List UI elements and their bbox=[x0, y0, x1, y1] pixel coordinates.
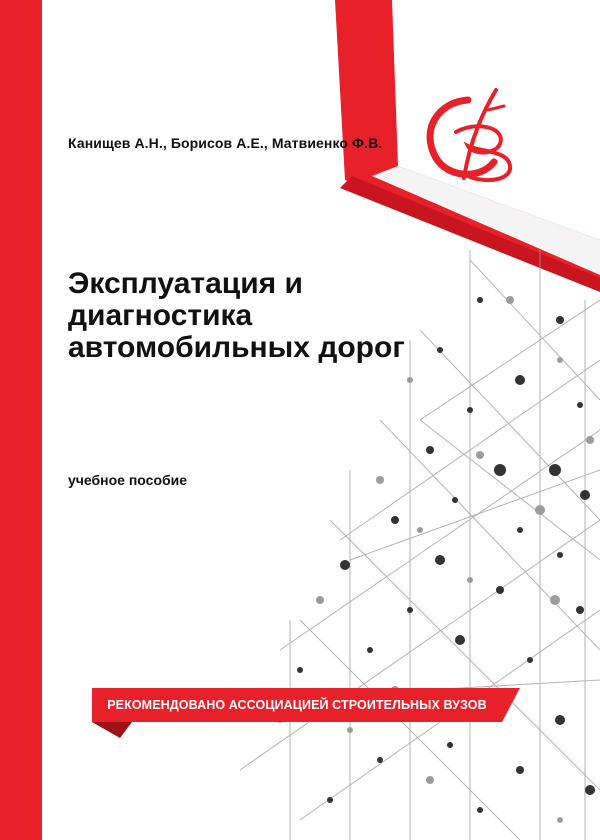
recommendation-banner bbox=[92, 688, 520, 722]
authors: Канищев А.Н., Борисов А.Е., Матвиенко Ф.В. bbox=[68, 135, 383, 151]
publisher-logo-icon bbox=[408, 80, 523, 195]
title-line: Эксплуатация и bbox=[68, 267, 303, 300]
banner-text: РЕКОМЕНДОВАНО АССОЦИАЦИЕЙ СТРОИТЕЛЬНЫХ ВУЗОВ bbox=[107, 698, 487, 712]
book-title bbox=[68, 268, 428, 364]
book-subtitle: учебное пособие bbox=[68, 472, 188, 488]
title-line: диагностика bbox=[68, 299, 253, 332]
title-line: автомобильных дорог bbox=[68, 331, 405, 364]
